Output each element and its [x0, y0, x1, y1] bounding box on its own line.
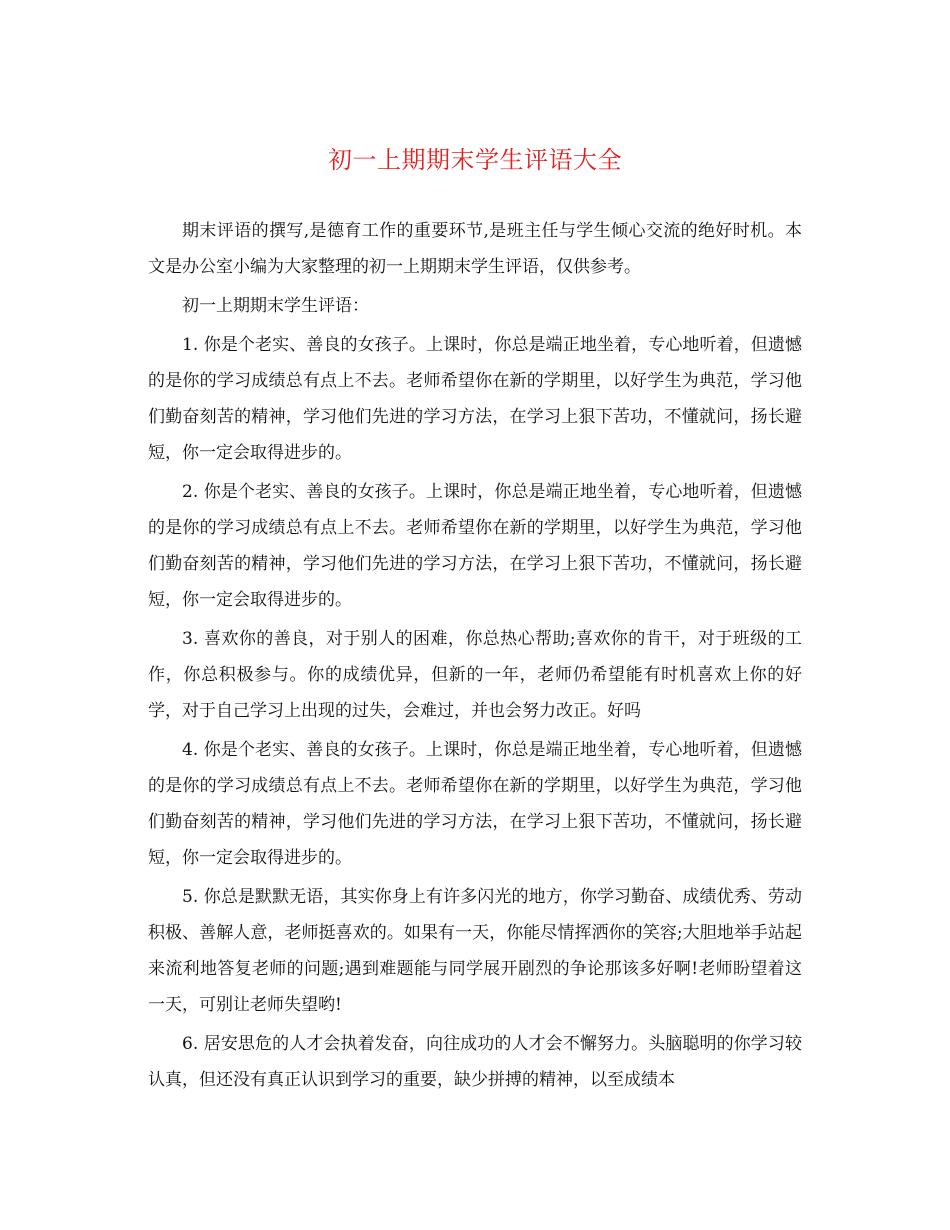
intro-paragraph: 期末评语的撰写,是德育工作的重要环节,是班主任与学生倾心交流的绝好时机。本文是办公室小编为大家整理的初一上期期末学生评语，仅供参考。: [148, 221, 802, 277]
comment-item-2: 2. 你是个老实、善良的女孩子。上课时，你总是端正地坐着，专心地听着，但遗憾的是你的学习成绩总有点上不去。老师希望你在新的学期里，以好学生为典范，学习他们勤奋刻苦的精神，学习他们先进的学习方法，在学习上狠下苦功，不懂就问，扬长避短，你一定会取得进步的。: [148, 482, 802, 610]
comment-item-6: 6. 居安思危的人才会执着发奋，向往成功的人才会不懈努力。头脑聪明的你学习较认真，但还没有真正认识到学习的重要，缺少拼搏的精神，以至成绩本: [148, 1034, 802, 1090]
comment-item-5: 5. 你总是默默无语，其实你身上有许多闪光的地方，你学习勤奋、成绩优秀、劳动积极、善解人意，老师挺喜欢的。如果有一天，你能尽情挥洒你的笑容;大胆地举手站起来流利地答复老师的问题;遇到难题能与同学展开剧烈的争论那该多好啊!老师盼望着这一天，可别让老师失望哟!: [148, 887, 802, 1015]
comment-item-1: 1. 你是个老实、善良的女孩子。上课时，你总是端正地坐着，专心地听着，但遗憾的是你的学习成绩总有点上不去。老师希望你在新的学期里，以好学生为典范，学习他们勤奋刻苦的精神，学习他们先进的学习方法，在学习上狠下苦功，不懂就问，扬长避短，你一定会取得进步的。: [148, 335, 802, 463]
comment-item-3: 3. 喜欢你的善良，对于别人的困难，你总热心帮助;喜欢你的肯干，对于班级的工作，你总积极参与。你的成绩优异，但新的一年，老师仍希望能有时机喜欢上你的好学，对于自己学习上出现的过失，会难过，并也会努力改正。好吗: [148, 629, 802, 721]
document-title: 初一上期期末学生评语大全: [328, 146, 622, 174]
document-body: [148, 213, 802, 1098]
section-heading: 初一上期期末学生评语：: [182, 296, 369, 316]
comment-item-4: 4. 你是个老实、善良的女孩子。上课时，你总是端正地坐着，专心地听着，但遗憾的是你的学习成绩总有点上不去。老师希望你在新的学期里，以好学生为典范，学习他们勤奋刻苦的精神，学习他们先进的学习方法，在学习上狠下苦功，不懂就问，扬长避短，你一定会取得进步的。: [148, 740, 802, 868]
